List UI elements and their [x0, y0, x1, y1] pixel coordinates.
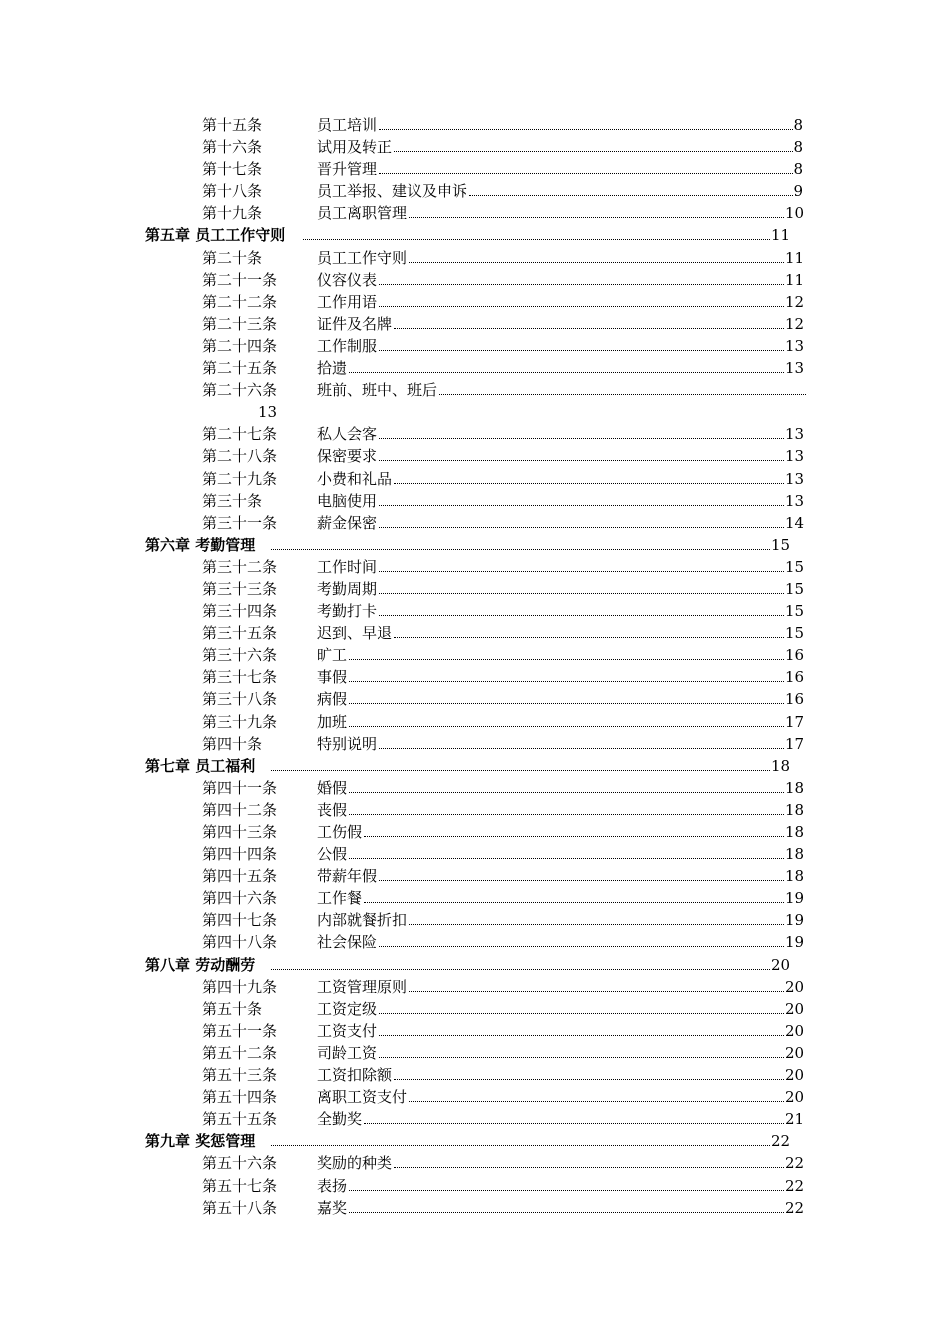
dot-leader: [379, 571, 784, 572]
page-number: 10: [785, 204, 805, 223]
chapter-title: 第七章 员工福利: [145, 756, 256, 775]
article-number: 第五十四条: [202, 1088, 278, 1107]
toc-article-row[interactable]: [0, 711, 950, 733]
article-number: 第三十六条: [202, 646, 278, 665]
page-number: 20: [785, 1088, 805, 1107]
toc-article-row[interactable]: [0, 269, 950, 291]
dot-leader: [409, 991, 784, 992]
article-number: 第三十条: [202, 491, 263, 510]
dot-leader: [379, 593, 784, 594]
toc-article-row[interactable]: [0, 1086, 950, 1108]
toc-article-row[interactable]: [0, 578, 950, 600]
article-title: 考勤周期: [317, 579, 378, 598]
dot-leader: [349, 372, 784, 373]
article-number: 第三十五条: [202, 624, 278, 643]
dot-leader: [379, 460, 784, 461]
toc-article-row[interactable]: [0, 379, 950, 401]
page-number: 20: [785, 1066, 805, 1085]
article-title: 小费和礼品: [317, 469, 393, 488]
page-number: 8: [793, 116, 804, 134]
dot-leader: [364, 1123, 784, 1124]
toc-article-row[interactable]: [0, 556, 950, 578]
dot-leader: [271, 1145, 770, 1146]
article-title: 工资定级: [317, 999, 378, 1018]
dot-leader: [349, 703, 784, 704]
page-number: 19: [785, 889, 805, 908]
toc-article-row[interactable]: [0, 644, 950, 666]
toc-article-row[interactable]: [0, 202, 950, 224]
dot-leader: [379, 306, 784, 307]
page-number: 12: [785, 292, 805, 311]
article-number: 第四十二条: [202, 800, 278, 819]
toc-article-row[interactable]: [0, 313, 950, 335]
toc-chapter-row[interactable]: [0, 534, 950, 556]
article-number: 第十七条: [202, 160, 263, 179]
page-number: 13: [785, 491, 805, 510]
article-title: 丧假: [317, 800, 348, 819]
page-number: 13: [785, 359, 805, 378]
page-number: 15: [785, 624, 805, 643]
article-number: 第四十一条: [202, 778, 278, 797]
table-of-contents: [0, 114, 950, 1219]
toc-article-row[interactable]: [0, 865, 950, 887]
page-number: 8: [793, 138, 804, 157]
article-title: 公假: [317, 845, 348, 864]
dot-leader: [394, 328, 784, 329]
page-number: 17: [785, 712, 805, 731]
toc-article-row[interactable]: [0, 843, 950, 865]
toc-article-row[interactable]: [0, 600, 950, 622]
article-number: 第四十六条: [202, 889, 278, 908]
dot-leader: [379, 1013, 784, 1014]
chapter-title: 第八章 劳动酬劳: [145, 955, 256, 974]
dot-leader: [379, 1035, 784, 1036]
dot-leader: [394, 483, 784, 484]
article-number: 第二十一条: [202, 270, 278, 289]
chapter-title: 第九章 奖惩管理: [145, 1132, 256, 1151]
page-number: 18: [785, 867, 805, 886]
page-number: 13: [785, 425, 805, 444]
article-number: 第二十七条: [202, 425, 278, 444]
article-number: 第十八条: [202, 182, 263, 201]
article-title: 工作制服: [317, 336, 378, 355]
toc-article-row[interactable]: [0, 291, 950, 313]
article-number: 第二十三条: [202, 314, 278, 333]
dot-leader: [364, 902, 784, 903]
toc-article-row[interactable]: [0, 909, 950, 931]
dot-leader: [271, 770, 770, 771]
article-title: 员工举报、建议及申诉: [317, 182, 468, 201]
article-number: 第五十七条: [202, 1176, 278, 1195]
article-number: 第四十条: [202, 734, 263, 753]
page-number: 13: [785, 469, 805, 488]
toc-article-row[interactable]: [0, 622, 950, 644]
page-number: 17: [785, 734, 805, 753]
page-number: 8: [793, 160, 804, 179]
article-title: 工资管理原则: [317, 977, 408, 996]
dot-leader: [394, 1079, 784, 1080]
toc-article-row[interactable]: [0, 1175, 950, 1197]
toc-chapter-row[interactable]: [0, 224, 950, 246]
toc-article-row[interactable]: [0, 158, 950, 180]
toc-article-row[interactable]: [0, 423, 950, 445]
page-number: 12: [785, 314, 805, 333]
dot-leader: [379, 505, 784, 506]
article-title: 奖励的种类: [317, 1154, 393, 1173]
dot-leader: [349, 1212, 784, 1213]
article-number: 第二十六条: [202, 381, 278, 400]
dot-leader: [349, 814, 784, 815]
page-number: 15: [785, 579, 805, 598]
page-number: 16: [785, 646, 805, 665]
article-title: 病假: [317, 690, 348, 709]
page-number: 13: [785, 447, 805, 466]
dot-leader: [379, 129, 793, 130]
toc-article-row[interactable]: [0, 445, 950, 467]
article-number: 第四十四条: [202, 845, 278, 864]
article-title: 婚假: [317, 778, 348, 797]
page-number: 20: [785, 977, 805, 996]
article-number: 第三十二条: [202, 557, 278, 576]
article-title: 全勤奖: [317, 1110, 363, 1129]
page-number: 15: [785, 602, 805, 621]
toc-article-row[interactable]: [0, 931, 950, 953]
dot-leader: [409, 262, 784, 263]
toc-article-row[interactable]: [0, 799, 950, 821]
toc-article-row[interactable]: [0, 976, 950, 998]
page-number: 22: [771, 1132, 791, 1151]
article-number: 第五十五条: [202, 1110, 278, 1129]
page-number: 9: [793, 182, 804, 201]
article-number: 第十五条: [202, 116, 263, 134]
page-number: 18: [785, 800, 805, 819]
article-title: 员工离职管理: [317, 204, 408, 223]
page-number: 18: [785, 845, 805, 864]
article-title: 证件及名牌: [317, 314, 393, 333]
toc-article-row[interactable]: [0, 468, 950, 490]
page-number: 22: [785, 1176, 805, 1195]
toc-article-row[interactable]: [0, 1064, 950, 1086]
article-title: 迟到、早退: [317, 624, 393, 643]
dot-leader: [349, 1190, 784, 1191]
toc-article-row[interactable]: [0, 821, 950, 843]
article-number: 第二十二条: [202, 292, 278, 311]
dot-leader: [409, 217, 784, 218]
article-number: 第二十五条: [202, 359, 278, 378]
article-title: 工伤假: [317, 823, 363, 841]
article-title: 晋升管理: [317, 160, 378, 179]
toc-article-row[interactable]: [0, 1020, 950, 1042]
toc-continuation-row: [0, 401, 950, 423]
dot-leader: [379, 350, 784, 351]
page-number: 19: [785, 933, 805, 952]
dot-leader: [379, 284, 784, 285]
article-title: 员工培训: [317, 116, 378, 134]
dot-leader: [349, 726, 784, 727]
toc-article-row[interactable]: [0, 512, 950, 534]
toc-chapter-row[interactable]: [0, 755, 950, 777]
dot-leader: [349, 681, 784, 682]
article-title: 特别说明: [317, 734, 378, 753]
toc-article-row[interactable]: [0, 1108, 950, 1130]
article-number: 第三十八条: [202, 690, 278, 709]
page-number: 20: [771, 955, 791, 974]
article-title: 工作用语: [317, 292, 378, 311]
article-title: 保密要求: [317, 447, 378, 466]
toc-article-row[interactable]: [0, 1197, 950, 1219]
chapter-title: 第五章 员工工作守则: [145, 226, 286, 245]
article-number: 第二十八条: [202, 447, 278, 466]
page-number: 18: [785, 823, 805, 841]
article-number: 第十六条: [202, 138, 263, 157]
dot-leader: [349, 659, 784, 660]
dot-leader: [394, 151, 793, 152]
page-number: 15: [785, 557, 805, 576]
dot-leader: [379, 946, 784, 947]
toc-article-row[interactable]: [0, 247, 950, 269]
toc-article-row[interactable]: [0, 998, 950, 1020]
article-title: 私人会客: [317, 425, 378, 444]
page-number: 11: [785, 270, 805, 289]
article-title: 旷工: [317, 646, 348, 665]
dot-leader: [379, 438, 784, 439]
dot-leader: [409, 924, 784, 925]
article-number: 第五十三条: [202, 1066, 278, 1085]
article-title: 考勤打卡: [317, 602, 378, 621]
article-title: 薪金保密: [317, 513, 378, 532]
dot-leader: [364, 836, 784, 837]
page-number: 16: [785, 668, 805, 687]
article-number: 第五十条: [202, 999, 263, 1018]
article-number: 第四十三条: [202, 823, 278, 841]
toc-article-row[interactable]: [0, 357, 950, 379]
page-number: 21: [785, 1110, 805, 1129]
toc-chapter-row[interactable]: [0, 1130, 950, 1152]
article-title: 拾遗: [317, 359, 348, 378]
article-number: 第四十九条: [202, 977, 278, 996]
page-number: 20: [785, 999, 805, 1018]
chapter-title: 第六章 考勤管理: [145, 535, 256, 554]
article-title: 仪容仪表: [317, 270, 378, 289]
article-title: 司龄工资: [317, 1043, 378, 1062]
article-title: 试用及转正: [317, 138, 393, 157]
article-number: 第五十六条: [202, 1154, 278, 1173]
page-number: 18: [771, 756, 791, 775]
article-title: 离职工资支付: [317, 1088, 408, 1107]
article-number: 第四十五条: [202, 867, 278, 886]
article-title: 嘉奖: [317, 1198, 348, 1217]
toc-chapter-row[interactable]: [0, 954, 950, 976]
article-title: 带薪年假: [317, 867, 378, 886]
dot-leader: [379, 748, 784, 749]
article-title: 社会保险: [317, 933, 378, 952]
article-title: 工作时间: [317, 557, 378, 576]
dot-leader: [349, 858, 784, 859]
toc-article-row[interactable]: [0, 1152, 950, 1174]
toc-article-row[interactable]: [0, 688, 950, 710]
page-number: 20: [785, 1021, 805, 1040]
article-title: 表扬: [317, 1176, 348, 1195]
dot-leader: [409, 1101, 784, 1102]
dot-leader: [469, 195, 793, 196]
page-number: 18: [785, 778, 805, 797]
toc-article-row[interactable]: [0, 114, 950, 136]
article-number: 第二十四条: [202, 336, 278, 355]
article-title: 班前、班中、班后: [317, 381, 438, 400]
article-number: 第十九条: [202, 204, 263, 223]
page-number: 15: [771, 535, 791, 554]
article-number: 第二十九条: [202, 469, 278, 488]
article-title: 内部就餐折扣: [317, 911, 408, 930]
page-number: 13: [785, 336, 805, 355]
dot-leader: [379, 880, 784, 881]
toc-article-row[interactable]: [0, 136, 950, 158]
dot-leader: [271, 969, 770, 970]
page-number: 20: [785, 1043, 805, 1062]
dot-leader: [303, 239, 770, 240]
dot-leader: [379, 173, 793, 174]
page-number: 22: [785, 1198, 805, 1217]
dot-leader: [379, 527, 784, 528]
article-number: 第五十一条: [202, 1021, 278, 1040]
article-number: 第五十二条: [202, 1043, 278, 1062]
toc-article-row[interactable]: [0, 180, 950, 202]
article-title: 员工工作守则: [317, 248, 408, 267]
article-number: 第五十八条: [202, 1198, 278, 1217]
page-number: 13: [258, 403, 278, 422]
dot-leader: [394, 637, 784, 638]
page-number: 11: [785, 248, 805, 267]
dot-leader: [379, 615, 784, 616]
toc-article-row[interactable]: [0, 887, 950, 909]
article-title: 加班: [317, 712, 348, 731]
article-number: 第二十条: [202, 248, 263, 267]
dot-leader: [379, 1057, 784, 1058]
page-number: 14: [785, 513, 805, 532]
toc-article-row[interactable]: [0, 1042, 950, 1064]
article-number: 第三十一条: [202, 513, 278, 532]
dot-leader: [439, 394, 806, 395]
article-number: 第四十八条: [202, 933, 278, 952]
article-number: 第三十三条: [202, 579, 278, 598]
page-number: 11: [771, 226, 791, 245]
toc-article-row[interactable]: [0, 733, 950, 755]
article-title: 工资支付: [317, 1021, 378, 1040]
article-title: 事假: [317, 668, 348, 687]
toc-article-row[interactable]: [0, 335, 950, 357]
dot-leader: [394, 1167, 784, 1168]
toc-article-row[interactable]: [0, 777, 950, 799]
article-number: 第三十九条: [202, 712, 278, 731]
page-number: 16: [785, 690, 805, 709]
article-number: 第三十四条: [202, 602, 278, 621]
article-number: 第四十七条: [202, 911, 278, 930]
dot-leader: [349, 792, 784, 793]
dot-leader: [271, 549, 770, 550]
article-title: 电脑使用: [317, 491, 378, 510]
article-title: 工作餐: [317, 889, 363, 908]
page-number: 19: [785, 911, 805, 930]
article-title: 工资扣除额: [317, 1066, 393, 1085]
article-number: 第三十七条: [202, 668, 278, 687]
toc-article-row[interactable]: [0, 666, 950, 688]
toc-article-row[interactable]: [0, 490, 950, 512]
page-number: 22: [785, 1154, 805, 1173]
